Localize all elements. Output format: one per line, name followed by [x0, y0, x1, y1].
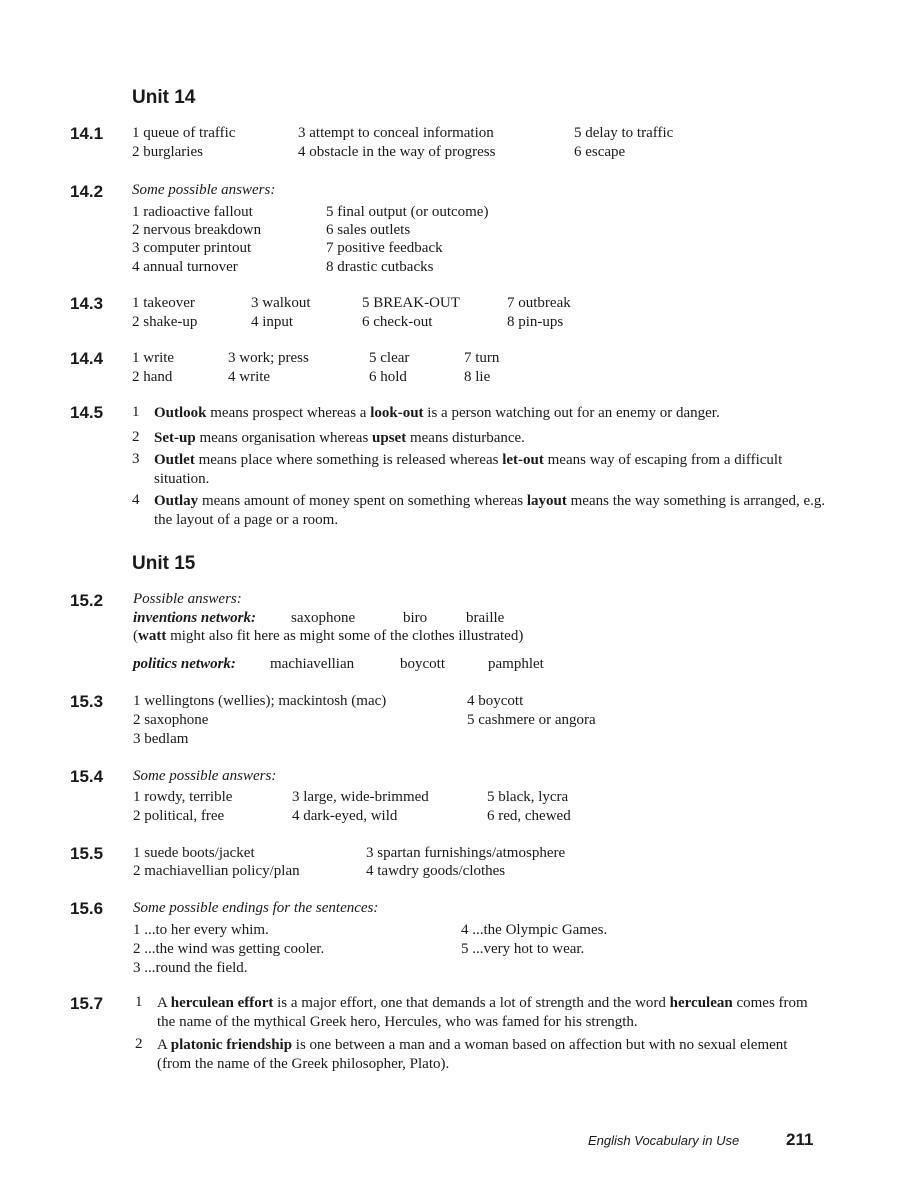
term: look-out — [370, 405, 424, 421]
inventions-network-label: inventions network: — [133, 610, 256, 626]
answer-15-3-2: 2 saxophone — [133, 712, 209, 728]
answer-15-4-6: 6 red, chewed — [487, 808, 571, 824]
answer-15-6-4: 4 ...the Olympic Games. — [461, 922, 608, 938]
answer-15-4-2: 2 political, free — [133, 808, 225, 824]
term: Set-up — [154, 430, 196, 446]
text: means prospect whereas a — [206, 405, 371, 421]
term: Outlay — [154, 493, 199, 509]
answer-14-5-3-number: 3 — [132, 451, 140, 467]
page-number: 211 — [786, 1130, 814, 1149]
answer-14-3-7: 7 outbreak — [507, 295, 571, 311]
answer-14-2-7: 7 positive feedback — [326, 240, 443, 256]
answer-14-3-5: 5 BREAK-OUT — [362, 295, 460, 311]
exercise-15-7-label: 15.7 — [70, 994, 104, 1013]
answer-14-4-6: 6 hold — [369, 369, 407, 385]
answer-14-4-7: 7 turn — [464, 350, 500, 366]
watt-note — [133, 628, 523, 645]
answer-14-4-4: 4 write — [228, 369, 271, 385]
exercise-15-4-label: 15.4 — [70, 767, 104, 786]
answer-15-6-3: 3 ...round the field. — [133, 960, 248, 976]
answer-15-3-3: 3 bedlam — [133, 731, 189, 747]
inventions-word-3: braille — [466, 610, 505, 626]
answer-14-5-1 — [154, 404, 826, 423]
term: platonic friendship — [170, 1037, 293, 1053]
term: herculean effort — [170, 995, 274, 1011]
exercise-15-6-label: 15.6 — [70, 899, 104, 918]
answer-15-5-3: 3 spartan furnishings/atmosphere — [366, 845, 566, 861]
text: ( — [133, 628, 138, 644]
text: is a major effort, one that demands a lot of strength and the word — [273, 995, 670, 1011]
answer-14-3-1: 1 takeover — [132, 295, 195, 311]
text: comes from the name of the mythical Greek hero, Hercules, who was famed for his strength. — [157, 995, 808, 1030]
answer-14-5-3 — [154, 451, 826, 489]
exercise-14-2-intro: Some possible answers: — [132, 182, 276, 198]
answer-14-5-4 — [154, 492, 826, 530]
footer-book-title: English Vocabulary in Use — [588, 1133, 740, 1148]
text: means amount of money spent on something whereas — [198, 493, 527, 509]
answer-14-3-4: 4 input — [251, 314, 294, 330]
exercise-14-3-label: 14.3 — [70, 294, 104, 313]
exercise-15-4-intro: Some possible answers: — [133, 768, 277, 784]
answer-14-5-4-number: 4 — [132, 492, 140, 508]
answer-14-4-5: 5 clear — [369, 350, 410, 366]
text: means the way something is arranged, e.g. the layout of a page or a room. — [154, 493, 826, 528]
text: is a person watching out for an enemy or danger. — [423, 405, 720, 421]
answer-15-4-3: 3 large, wide-brimmed — [292, 789, 429, 805]
politics-word-2: boycott — [400, 656, 445, 672]
answer-14-4-3: 3 work; press — [228, 350, 309, 366]
text: means way of escaping from a difficult situation. — [154, 452, 783, 487]
exercise-15-6-intro: Some possible endings for the sentences: — [133, 900, 379, 916]
exercise-15-2-label: 15.2 — [70, 591, 104, 610]
text: means disturbance. — [406, 430, 525, 446]
answer-14-1-3: 3 attempt to conceal information — [298, 125, 494, 141]
answer-14-1-1: 1 queue of traffic — [132, 125, 236, 141]
answer-14-4-8: 8 lie — [464, 369, 491, 385]
answer-15-3-1: 1 wellingtons (wellies); mackintosh (mac) — [133, 693, 387, 709]
answer-14-2-8: 8 drastic cutbacks — [326, 259, 434, 275]
exercise-15-3-label: 15.3 — [70, 692, 104, 711]
answer-14-2-1: 1 radioactive fallout — [132, 204, 253, 220]
answer-15-6-2: 2 ...the wind was getting cooler. — [133, 941, 325, 957]
text: might also fit here as might some of the clothes illustrated) — [166, 628, 524, 644]
politics-word-1: machiavellian — [270, 656, 355, 672]
exercise-14-5-label: 14.5 — [70, 403, 104, 422]
answer-14-2-6: 6 sales outlets — [326, 222, 411, 238]
text: is one between a man and a woman based on affection but with no sexual element (from the name of the Greek philosopher, Plato). — [157, 1037, 788, 1072]
answer-15-5-2: 2 machiavellian policy/plan — [133, 863, 300, 879]
term: Outlet — [154, 452, 195, 468]
answer-15-7-1 — [157, 994, 815, 1032]
text: A — [157, 1037, 171, 1053]
answer-15-3-4: 4 boycott — [467, 693, 524, 709]
term: layout — [526, 493, 567, 509]
answer-14-5-2 — [154, 429, 826, 448]
answer-15-7-1-number: 1 — [135, 994, 143, 1010]
answer-15-6-5: 5 ...very hot to wear. — [461, 941, 585, 957]
answer-14-3-8: 8 pin-ups — [507, 314, 564, 330]
unit-15-heading: Unit 15 — [132, 553, 196, 574]
answer-14-1-5: 5 delay to traffic — [574, 125, 674, 141]
answer-15-4-5: 5 black, lycra — [487, 789, 569, 805]
term: watt — [138, 628, 167, 644]
exercise-14-4-label: 14.4 — [70, 349, 104, 368]
answer-14-4-1: 1 write — [132, 350, 175, 366]
inventions-word-1: saxophone — [291, 610, 356, 626]
answer-14-5-2-number: 2 — [132, 429, 140, 445]
term: let-out — [502, 452, 544, 468]
inventions-word-2: biro — [403, 610, 428, 626]
answer-15-3-5: 5 cashmere or angora — [467, 712, 596, 728]
text: means organisation whereas — [195, 430, 373, 446]
unit-14-heading: Unit 14 — [132, 87, 196, 108]
exercise-15-2-intro: Possible answers: — [133, 591, 242, 607]
answer-14-3-3: 3 walkout — [251, 295, 311, 311]
answer-14-5-1-number: 1 — [132, 404, 140, 420]
term: upset — [372, 430, 407, 446]
exercise-14-2-label: 14.2 — [70, 182, 104, 201]
answer-15-6-1: 1 ...to her every whim. — [133, 922, 269, 938]
answer-15-7-2-number: 2 — [135, 1036, 143, 1052]
answer-14-2-5: 5 final output (or outcome) — [326, 204, 489, 220]
answer-14-3-6: 6 check-out — [362, 314, 433, 330]
answer-15-4-4: 4 dark-eyed, wild — [292, 808, 398, 824]
exercise-15-5-label: 15.5 — [70, 844, 104, 863]
answer-15-5-1: 1 suede boots/jacket — [133, 845, 255, 861]
text: A — [157, 995, 171, 1011]
politics-word-3: pamphlet — [488, 656, 544, 672]
answer-14-2-2: 2 nervous breakdown — [132, 222, 262, 238]
answer-14-3-2: 2 shake-up — [132, 314, 198, 330]
answer-14-2-3: 3 computer printout — [132, 240, 252, 256]
answer-15-5-4: 4 tawdry goods/clothes — [366, 863, 506, 879]
text: means place where something is released whereas — [194, 452, 503, 468]
answer-14-1-2: 2 burglaries — [132, 144, 203, 160]
exercise-14-1-label: 14.1 — [70, 124, 104, 143]
term: herculean — [669, 995, 733, 1011]
politics-network-label: politics network: — [133, 656, 236, 672]
answer-15-4-1: 1 rowdy, terrible — [133, 789, 233, 805]
term: Outlook — [154, 405, 207, 421]
answer-15-7-2 — [157, 1036, 815, 1074]
answer-14-4-2: 2 hand — [132, 369, 173, 385]
answer-14-2-4: 4 annual turnover — [132, 259, 238, 275]
answer-14-1-6: 6 escape — [574, 144, 626, 160]
answer-14-1-4: 4 obstacle in the way of progress — [298, 144, 496, 160]
